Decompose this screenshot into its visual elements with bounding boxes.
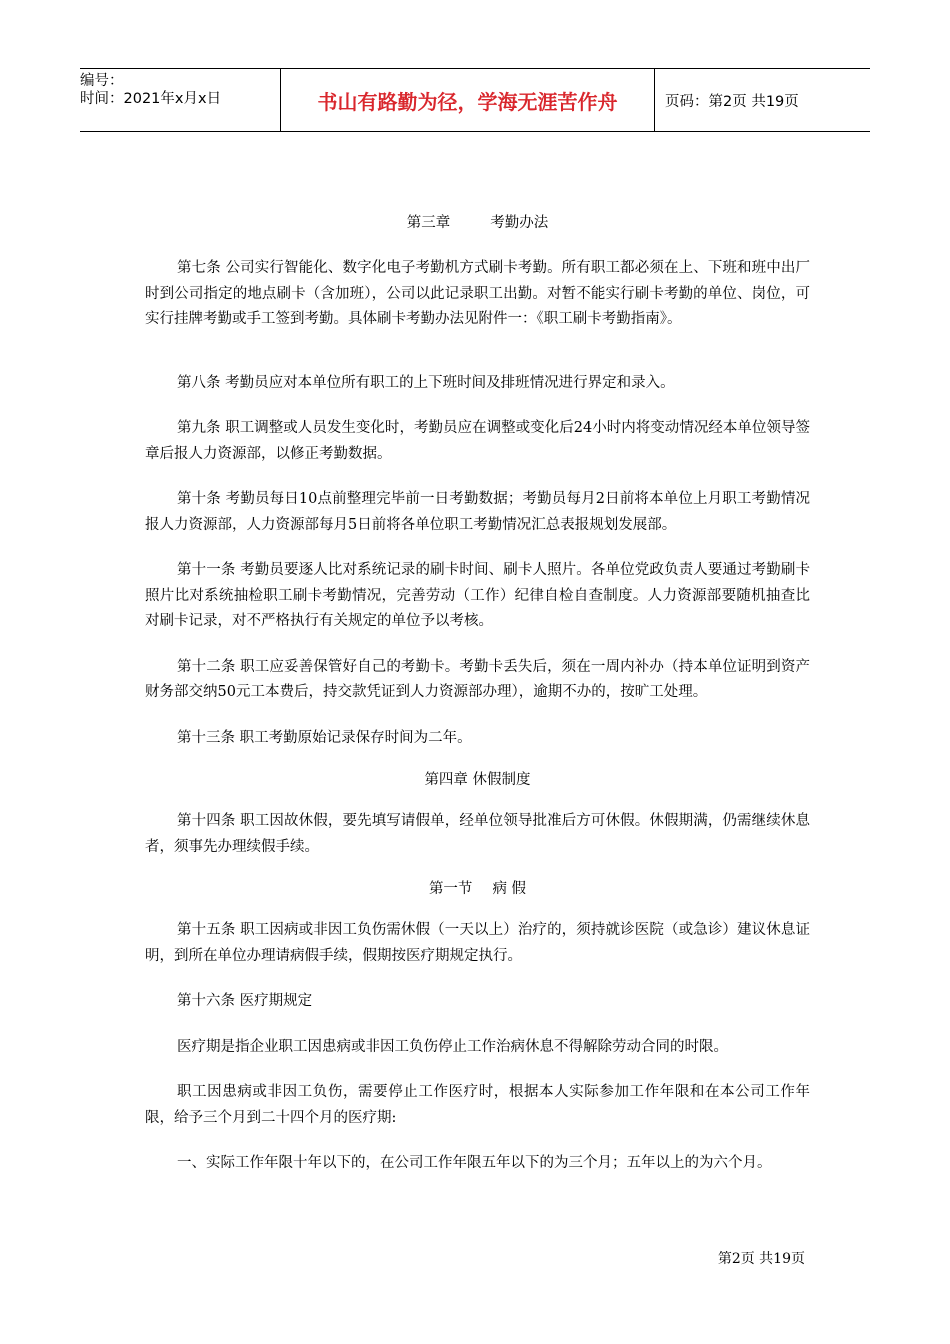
article-10: 第十条 考勤员每日10点前整理完毕前一日考勤数据；考勤员每月2日前将本单位上月职工考勤情况报人力资源部，人力资源部每月5日前将各单位职工考勤情况汇总表报规划发展部。 — [145, 491, 810, 533]
header-meta — [80, 69, 281, 131]
page-footer: 第2页 共19页 — [717, 1251, 805, 1267]
article-7: 第七条 公司实行智能化、数字化电子考勤机方式刷卡考勤。所有职工都必须在上、下班和班中出厂时到公司指定的地点刷卡（含加班），公司以此记录职工出勤。对暂不能实行刷卡考勤的单位、岗位，可实行挂牌考勤或手工签到考勤。具体刷卡考勤办法见附件一：《职工刷卡考勤指南》。 — [145, 260, 810, 327]
section-1-heading — [145, 874, 810, 904]
article-11: 第十一条 考勤员要逐人比对系统记录的刷卡时间、刷卡人照片。各单位党政负责人要通过考勤刷卡照片比对系统抽检职工刷卡考勤情况，完善劳动（工作）纪律自检自查制度。人力资源部要随机抽查比对刷卡记录，对不严格执行有关规定的单位予以考核。 — [145, 562, 810, 629]
article-14: 第十四条 职工因故休假，要先填写请假单，经单位领导批准后方可休假。休假期满，仍需继续休息者，须事先办理续假手续。 — [145, 813, 810, 855]
header-motto: 书山有路勤为径，学海无涯苦作舟 — [281, 69, 655, 131]
article-16: 第十六条 医疗期规定 — [177, 993, 313, 1009]
article-16-definition: 医疗期是指企业职工因患病或非因工负伤停止工作治病休息不得解除劳动合同的时限。 — [177, 1038, 728, 1055]
article-9: 第九条 职工调整或人员发生变化时，考勤员应在调整或变化后24小时内将变动情况经本单位领导签章后报人力资源部，以修正考勤数据。 — [145, 420, 810, 462]
chapter-3-number: 第三章 — [406, 215, 451, 231]
page-header — [80, 68, 870, 132]
article-15: 第十五条 职工因病或非因工负伤需休假（一天以上）治疗的，须持就诊医院（或急诊）建议休息证明，到所在单位办理请病假手续，假期按医疗期规定执行。 — [145, 922, 810, 964]
article-8: 第八条 考勤员应对本单位所有职工的上下班时间及排班情况进行界定和录入。 — [177, 374, 675, 391]
header-page-info: 页码：第2页 共19页 — [665, 93, 799, 110]
document-date: 时间：2021年x月x日 — [80, 91, 222, 107]
section-1-number: 第一节 — [428, 881, 473, 897]
article-12: 第十二条 职工应妥善保管好自己的考勤卡。考勤卡丢失后，须在一周内补办（持本单位证明到资产财务部交纳50元工本费后，持交款凭证到人力资源部办理），逾期不办的，按旷工处理。 — [145, 658, 810, 700]
article-16-rule: 职工因患病或非因工负伤，需要停止工作医疗时，根据本人实际参加工作年限和在本公司工作年限，给予三个月到二十四个月的医疗期: — [145, 1084, 810, 1126]
article-13: 第十三条 职工考勤原始记录保存时间为二年。 — [177, 729, 472, 746]
chapter-3-title: 考勤办法 — [490, 215, 549, 231]
section-1-title: 病 假 — [492, 881, 527, 897]
chapter-3-heading — [145, 208, 810, 238]
article-16-item-1: 一、实际工作年限十年以下的，在公司工作年限五年以下的为三个月；五年以上的为六个月。 — [177, 1155, 772, 1171]
document-body — [145, 208, 810, 1177]
document-number-label: 编号： — [80, 73, 124, 89]
chapter-4-heading: 第四章 休假制度 — [424, 772, 531, 788]
